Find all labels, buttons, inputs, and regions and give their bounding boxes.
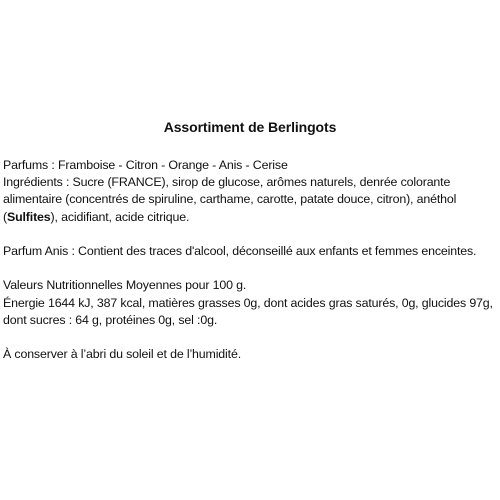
nutrition-heading: Valeurs Nutritionnelles Moyennes pour 100 g. xyxy=(3,278,247,293)
ingredients-line-2: alimentaire (concentrés de spiruline, carthame, carotte, patate douce, citron), anéthol xyxy=(3,192,457,207)
ingredients-line-3-rest: ), acidifiant, acide citrique. xyxy=(50,209,190,224)
document-title: Assortiment de Berlingots xyxy=(163,119,337,135)
nutrition-paragraph xyxy=(3,277,497,329)
anis-warning-paragraph xyxy=(3,243,497,260)
allergen-sulfites: Sulfites xyxy=(6,209,51,224)
ingredients-line-3 xyxy=(3,209,497,226)
nutrition-line-1: Énergie 1644 kJ, 387 kcal, matières grasses 0g, dont acides gras saturés, 0g, glucides 97g, xyxy=(3,295,493,310)
nutrition-line-2: dont sucres : 64 g, protéines 0g, sel :0g. xyxy=(3,312,218,327)
storage-instructions: À conserver à l’abri du soleil et de l’humidité. xyxy=(3,347,241,362)
ingredients-line-1: Ingrédients : Sucre (FRANCE), sirop de glucose, arômes naturels, denrée colorante xyxy=(3,175,451,190)
storage-paragraph xyxy=(3,346,497,363)
flavours-line: Parfums : Framboise - Citron - Orange - Anis - Cerise xyxy=(3,158,288,172)
open-paren: ( xyxy=(3,209,7,224)
flavours-paragraph xyxy=(3,157,497,226)
label-content xyxy=(3,157,497,363)
anis-warning: Parfum Anis : Contient des traces d'alcool, déconseillé aux enfants et femmes enceintes. xyxy=(3,244,477,258)
